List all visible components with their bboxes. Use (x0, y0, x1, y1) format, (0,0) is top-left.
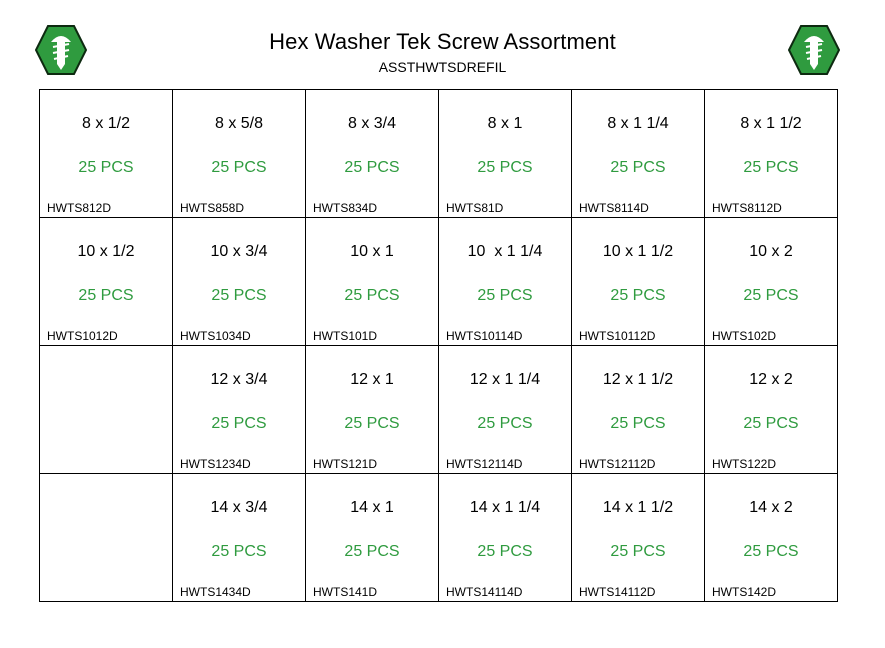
quantity-label: 25 PCS (610, 159, 666, 176)
quantity-label: 25 PCS (344, 159, 400, 176)
size-label: 12 x 1 1/2 (602, 371, 674, 388)
compartment-cell (572, 90, 705, 218)
grid-row (40, 346, 838, 474)
compartment-cell (40, 346, 173, 474)
compartment-cell (306, 474, 439, 602)
compartment-cell (439, 346, 572, 474)
quantity-label: 25 PCS (477, 287, 533, 304)
part-code: HWTS858D (180, 201, 245, 215)
quantity-label: 25 PCS (610, 415, 666, 432)
size-label: 10 x 1 1/2 (602, 243, 674, 260)
quantity-label: 25 PCS (78, 159, 134, 176)
quantity-label: 25 PCS (78, 287, 134, 304)
part-code: HWTS102D (712, 329, 777, 343)
screw-assortment-grid (39, 89, 838, 602)
size-label: 14 x 3/4 (210, 499, 268, 516)
quantity-label: 25 PCS (211, 543, 267, 560)
page-subtitle: ASSTHWTSDREFIL (378, 59, 507, 75)
compartment-cell (572, 346, 705, 474)
quantity-label: 25 PCS (743, 287, 799, 304)
size-label: 10 x 1/2 (77, 243, 135, 260)
compartment-cell (705, 90, 838, 218)
part-code: HWTS141D (313, 585, 378, 599)
part-code: HWTS12112D (579, 457, 656, 471)
size-label: 14 x 1 (350, 499, 394, 516)
compartment-cell (40, 474, 173, 602)
part-code: HWTS12114D (446, 457, 523, 471)
part-code: HWTS101D (313, 329, 378, 343)
size-label: 8 x 1/2 (81, 115, 131, 132)
quantity-label: 25 PCS (477, 543, 533, 560)
part-code: HWTS10112D (579, 329, 656, 343)
part-code: HWTS8114D (579, 201, 649, 215)
compartment-cell (439, 218, 572, 346)
quantity-label: 25 PCS (344, 543, 400, 560)
grid-row (40, 474, 838, 602)
compartment-cell (572, 218, 705, 346)
part-code: HWTS10114D (446, 329, 523, 343)
compartment-cell (439, 474, 572, 602)
part-code: HWTS121D (313, 457, 378, 471)
size-label: 8 x 1 1/4 (607, 115, 669, 132)
page-title: Hex Washer Tek Screw Assortment (269, 29, 616, 54)
compartment-cell (40, 218, 173, 346)
compartment-cell (306, 218, 439, 346)
grid-row (40, 218, 838, 346)
compartment-cell (439, 90, 572, 218)
size-label: 10 x 1 1/4 (467, 243, 543, 260)
size-label: 8 x 3/4 (347, 115, 397, 132)
quantity-label: 25 PCS (211, 159, 267, 176)
compartment-cell (306, 346, 439, 474)
compartment-cell (705, 474, 838, 602)
size-label: 8 x 1 1/2 (740, 115, 802, 132)
compartment-cell (306, 90, 439, 218)
part-code: HWTS1234D (180, 457, 251, 471)
quantity-label: 25 PCS (610, 543, 666, 560)
grid-row (40, 90, 838, 218)
size-label: 8 x 1 (487, 115, 523, 132)
compartment-cell (705, 218, 838, 346)
part-code: HWTS122D (712, 457, 777, 471)
quantity-label: 25 PCS (211, 415, 267, 432)
part-code: HWTS1034D (180, 329, 251, 343)
compartment-cell (173, 346, 306, 474)
quantity-label: 25 PCS (477, 159, 533, 176)
size-label: 12 x 2 (749, 371, 793, 388)
quantity-label: 25 PCS (211, 287, 267, 304)
compartment-cell (40, 90, 173, 218)
size-label: 8 x 5/8 (214, 115, 264, 132)
size-label: 12 x 1 1/4 (469, 371, 541, 388)
quantity-label: 25 PCS (477, 415, 533, 432)
size-label: 10 x 2 (749, 243, 793, 260)
part-code: HWTS1434D (180, 585, 251, 599)
size-label: 10 x 1 (350, 243, 394, 260)
compartment-cell (173, 218, 306, 346)
quantity-label: 25 PCS (344, 415, 400, 432)
part-code: HWTS81D (446, 201, 504, 215)
size-label: 14 x 1 1/2 (602, 499, 674, 516)
quantity-label: 25 PCS (743, 159, 799, 176)
quantity-label: 25 PCS (743, 543, 799, 560)
size-label: 12 x 3/4 (210, 371, 268, 388)
size-label: 12 x 1 (350, 371, 394, 388)
quantity-label: 25 PCS (743, 415, 799, 432)
quantity-label: 25 PCS (610, 287, 666, 304)
compartment-cell (572, 474, 705, 602)
quantity-label: 25 PCS (344, 287, 400, 304)
part-code: HWTS14112D (579, 585, 656, 599)
compartment-cell (705, 346, 838, 474)
part-code: HWTS812D (47, 201, 112, 215)
compartment-cell (173, 474, 306, 602)
size-label: 10 x 3/4 (210, 243, 268, 260)
part-code: HWTS1012D (47, 329, 118, 343)
part-code: HWTS14114D (446, 585, 523, 599)
part-code: HWTS142D (712, 585, 777, 599)
part-code: HWTS834D (313, 201, 378, 215)
size-label: 14 x 2 (749, 499, 793, 516)
part-code: HWTS8112D (712, 201, 782, 215)
size-label: 14 x 1 1/4 (469, 499, 541, 516)
compartment-cell (173, 90, 306, 218)
